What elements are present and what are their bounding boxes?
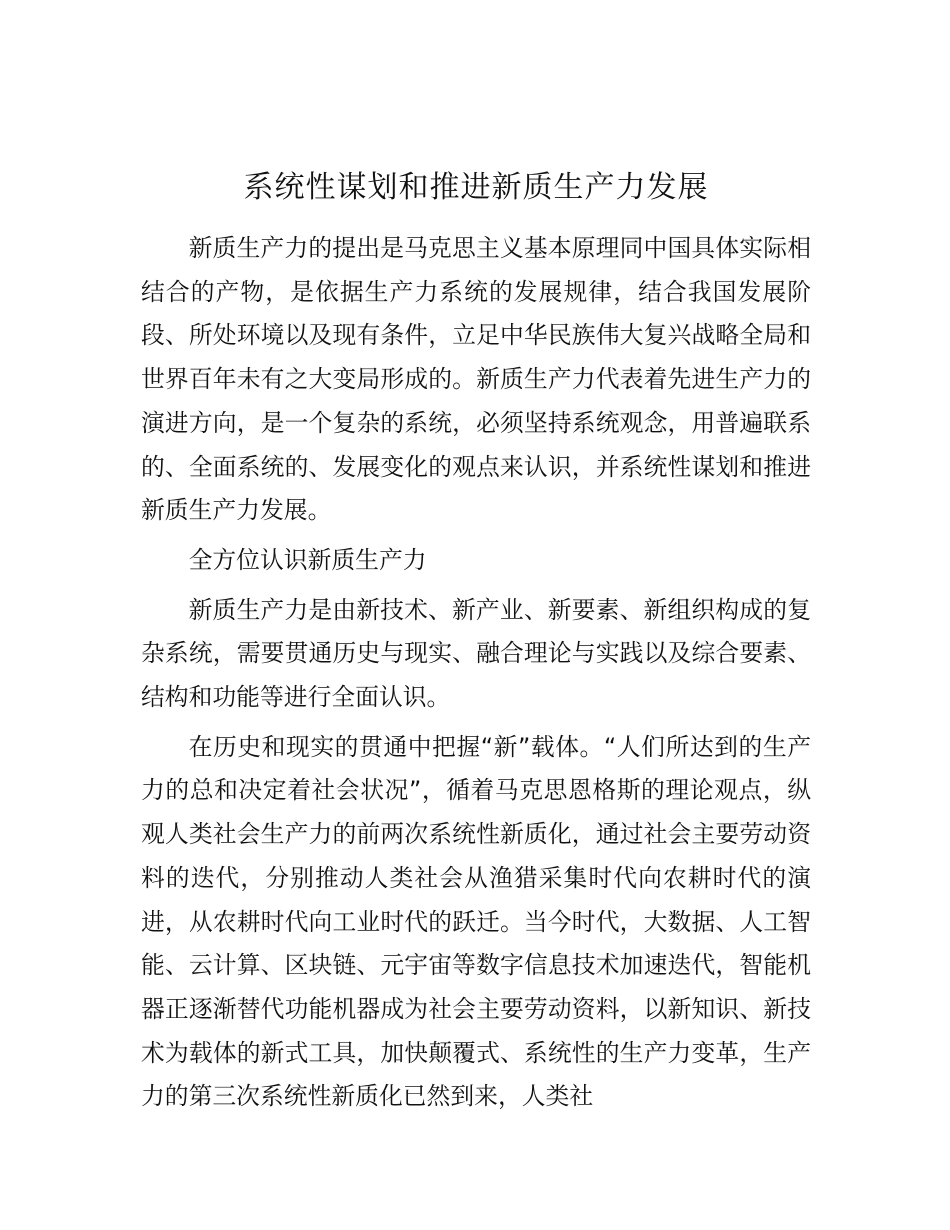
paragraph-history: 在历史和现实的贯通中把握“新”载体。“人们所达到的生产力的总和决定着社会状况”，循着马克思恩格斯的理论观点，纵观人类社会生产力的前两次系统性新质化，通过社会主要劳动资料的迭代，分别推动人类社会从渔猎采集时代向农耕时代的演进，从农耕时代向工业时代的跃迁。当今时代，大数据、人工智能、云计算、区块链、元宇宙等数字信息技术加速迭代，智能机器正逐渐替代功能机器成为社会主要劳动资料，以新知识、新技术为载体的新式工具，加快颠覆式、系统性的生产力变革，生产力的第三次系统性新质化已然到来，人类社 xyxy=(141,732,811,1111)
paragraph-intro: 新质生产力的提出是马克思主义基本原理同中国具体实际相结合的产物，是依据生产力系统的发展规律，结合我国发展阶段、所处环境以及现有条件，立足中华民族伟大复兴战略全局和世界百年未有之大变局形成的。新质生产力代表着先进生产力的演进方向，是一个复杂的系统，必须坚持系统观念，用普遍联系的、全面系统的、发展变化的观点来认识，并系统性谋划和推进新质生产力发展。 xyxy=(141,234,811,525)
document-title: 系统性谋划和推进新质生产力发展 xyxy=(243,170,709,205)
document-body xyxy=(141,165,811,1119)
paragraph-system: 新质生产力是由新技术、新产业、新要素、新组织构成的复杂系统，需要贯通历史与现实、融合理论与实践以及综合要素、结构和功能等进行全面认识。 xyxy=(141,595,811,712)
section-heading: 全方位认识新质生产力 xyxy=(188,545,427,574)
